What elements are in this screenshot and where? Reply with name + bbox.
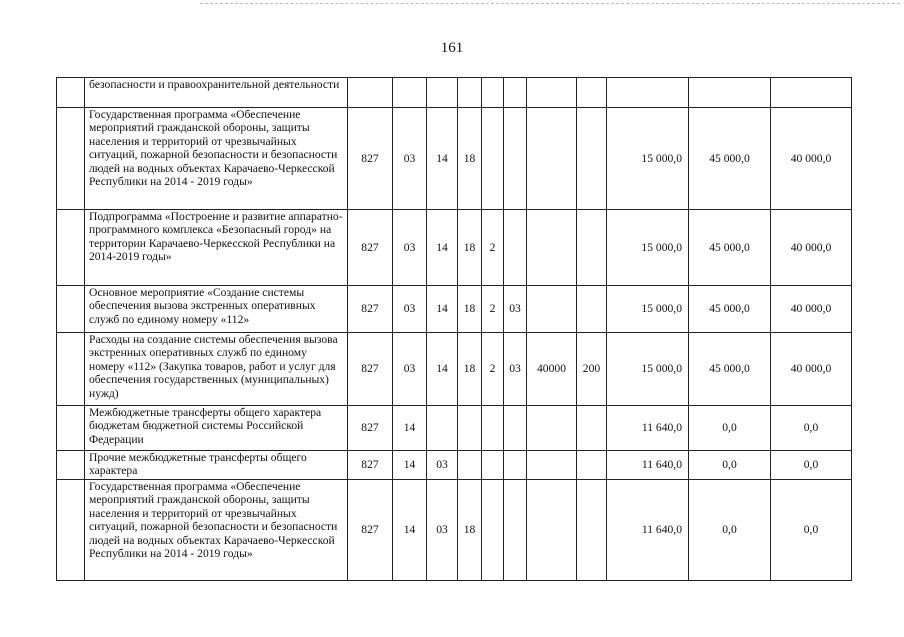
amount-year-2: 0,0 xyxy=(689,480,771,581)
program-code xyxy=(458,451,482,480)
direction-code xyxy=(527,108,577,210)
row-name: Расходы на создание системы обеспечения вызова экстренных оперативных служб по единому номеру «112» (Закупка товаров, работ и услуг для обеспечения государственных (муниципальных) нужд) xyxy=(85,333,348,406)
top-dashed-rule xyxy=(200,3,900,4)
amount-year-2: 45 000,0 xyxy=(689,333,771,406)
direction-code xyxy=(527,286,577,333)
subprogram-code xyxy=(482,451,504,480)
subsection-code: 14 xyxy=(427,286,458,333)
subprogram-code xyxy=(482,406,504,451)
amount-year-3 xyxy=(771,78,852,108)
event-code xyxy=(504,480,527,581)
table-row xyxy=(57,406,852,451)
program-code: 18 xyxy=(458,210,482,286)
amount-year-1: 11 640,0 xyxy=(607,406,689,451)
subsection-code: 14 xyxy=(427,333,458,406)
amount-year-1: 11 640,0 xyxy=(607,451,689,480)
subprogram-code: 2 xyxy=(482,333,504,406)
amount-year-3: 0,0 xyxy=(771,480,852,581)
table-row xyxy=(57,108,852,210)
row-name: безопасности и правоохранительной деятельности xyxy=(85,78,348,108)
amount-year-2 xyxy=(689,78,771,108)
table-body xyxy=(57,78,852,581)
subprogram-code xyxy=(482,78,504,108)
subsection-code xyxy=(427,406,458,451)
row-name: Государственная программа «Обеспечение мероприятий гражданской обороны, защиты населения и территорий от чрезвычайных ситуаций, пожарной безопасности и безопасности людей на водных объектах Карачаево-Черкесской Республики на 2014 - 2019 годы» xyxy=(85,480,348,581)
direction-code xyxy=(527,480,577,581)
amount-year-2: 0,0 xyxy=(689,406,771,451)
amount-year-1: 11 640,0 xyxy=(607,480,689,581)
amount-year-3: 0,0 xyxy=(771,451,852,480)
amount-year-2: 0,0 xyxy=(689,451,771,480)
section-code: 14 xyxy=(393,480,427,581)
amount-year-3: 40 000,0 xyxy=(771,210,852,286)
event-code xyxy=(504,108,527,210)
event-code xyxy=(504,210,527,286)
amount-year-3: 40 000,0 xyxy=(771,108,852,210)
admin-code xyxy=(348,78,393,108)
admin-code: 827 xyxy=(348,108,393,210)
table-row xyxy=(57,451,852,480)
expense-type-code xyxy=(577,78,607,108)
row-name: Прочие межбюджетные трансферты общего характера xyxy=(85,451,348,480)
program-code: 18 xyxy=(458,286,482,333)
admin-code: 827 xyxy=(348,406,393,451)
row-margin-cell xyxy=(57,286,85,333)
direction-code: 40000 xyxy=(527,333,577,406)
row-margin-cell xyxy=(57,333,85,406)
table-row xyxy=(57,78,852,108)
row-name: Основное мероприятие «Создание системы обеспечения вызова экстренных оперативных служб по единому номеру «112» xyxy=(85,286,348,333)
expense-type-code xyxy=(577,406,607,451)
row-margin-cell xyxy=(57,210,85,286)
expense-type-code xyxy=(577,210,607,286)
amount-year-2: 45 000,0 xyxy=(689,286,771,333)
section-code: 03 xyxy=(393,333,427,406)
table-row xyxy=(57,333,852,406)
event-code: 03 xyxy=(504,286,527,333)
section-code: 03 xyxy=(393,286,427,333)
program-code: 18 xyxy=(458,480,482,581)
subprogram-code: 2 xyxy=(482,210,504,286)
expense-type-code xyxy=(577,451,607,480)
amount-year-1: 15 000,0 xyxy=(607,108,689,210)
row-margin-cell xyxy=(57,451,85,480)
section-code: 03 xyxy=(393,108,427,210)
amount-year-3: 40 000,0 xyxy=(771,286,852,333)
admin-code: 827 xyxy=(348,210,393,286)
direction-code xyxy=(527,210,577,286)
admin-code: 827 xyxy=(348,451,393,480)
budget-table xyxy=(56,77,852,581)
page-number: 161 xyxy=(440,40,464,56)
event-code xyxy=(504,406,527,451)
subsection-code xyxy=(427,78,458,108)
section-code: 03 xyxy=(393,210,427,286)
direction-code xyxy=(527,406,577,451)
table-row xyxy=(57,480,852,581)
amount-year-1: 15 000,0 xyxy=(607,286,689,333)
amount-year-2: 45 000,0 xyxy=(689,108,771,210)
section-code: 14 xyxy=(393,451,427,480)
subsection-code: 03 xyxy=(427,451,458,480)
row-margin-cell xyxy=(57,480,85,581)
table-row xyxy=(57,210,852,286)
table-row xyxy=(57,286,852,333)
row-margin-cell xyxy=(57,78,85,108)
subsection-code: 14 xyxy=(427,108,458,210)
amount-year-3: 40 000,0 xyxy=(771,333,852,406)
row-name: Подпрограмма «Построение и развитие аппаратно-программного комплекса «Безопасный город» на территории Карачаево-Черкесской Республики на 2014-2019 годы» xyxy=(85,210,348,286)
program-code: 18 xyxy=(458,333,482,406)
amount-year-1: 15 000,0 xyxy=(607,210,689,286)
amount-year-3: 0,0 xyxy=(771,406,852,451)
row-margin-cell xyxy=(57,406,85,451)
subsection-code: 14 xyxy=(427,210,458,286)
subsection-code: 03 xyxy=(427,480,458,581)
program-code xyxy=(458,406,482,451)
program-code xyxy=(458,78,482,108)
admin-code: 827 xyxy=(348,480,393,581)
direction-code xyxy=(527,451,577,480)
subprogram-code xyxy=(482,108,504,210)
program-code: 18 xyxy=(458,108,482,210)
amount-year-1 xyxy=(607,78,689,108)
section-code xyxy=(393,78,427,108)
expense-type-code xyxy=(577,480,607,581)
section-code: 14 xyxy=(393,406,427,451)
event-code xyxy=(504,451,527,480)
direction-code xyxy=(527,78,577,108)
subprogram-code xyxy=(482,480,504,581)
event-code xyxy=(504,78,527,108)
amount-year-1: 15 000,0 xyxy=(607,333,689,406)
row-name: Межбюджетные трансферты общего характера бюджетам бюджетной системы Российской Федерации xyxy=(85,406,348,451)
row-name: Государственная программа «Обеспечение мероприятий гражданской обороны, защиты населения и территорий от чрезвычайных ситуаций, пожарной безопасности и безопасности людей на водных объектах Карачаево-Черкесской Республики на 2014 - 2019 годы» xyxy=(85,108,348,210)
amount-year-2: 45 000,0 xyxy=(689,210,771,286)
admin-code: 827 xyxy=(348,286,393,333)
expense-type-code xyxy=(577,108,607,210)
expense-type-code xyxy=(577,286,607,333)
subprogram-code: 2 xyxy=(482,286,504,333)
row-margin-cell xyxy=(57,108,85,210)
event-code: 03 xyxy=(504,333,527,406)
admin-code: 827 xyxy=(348,333,393,406)
expense-type-code: 200 xyxy=(577,333,607,406)
